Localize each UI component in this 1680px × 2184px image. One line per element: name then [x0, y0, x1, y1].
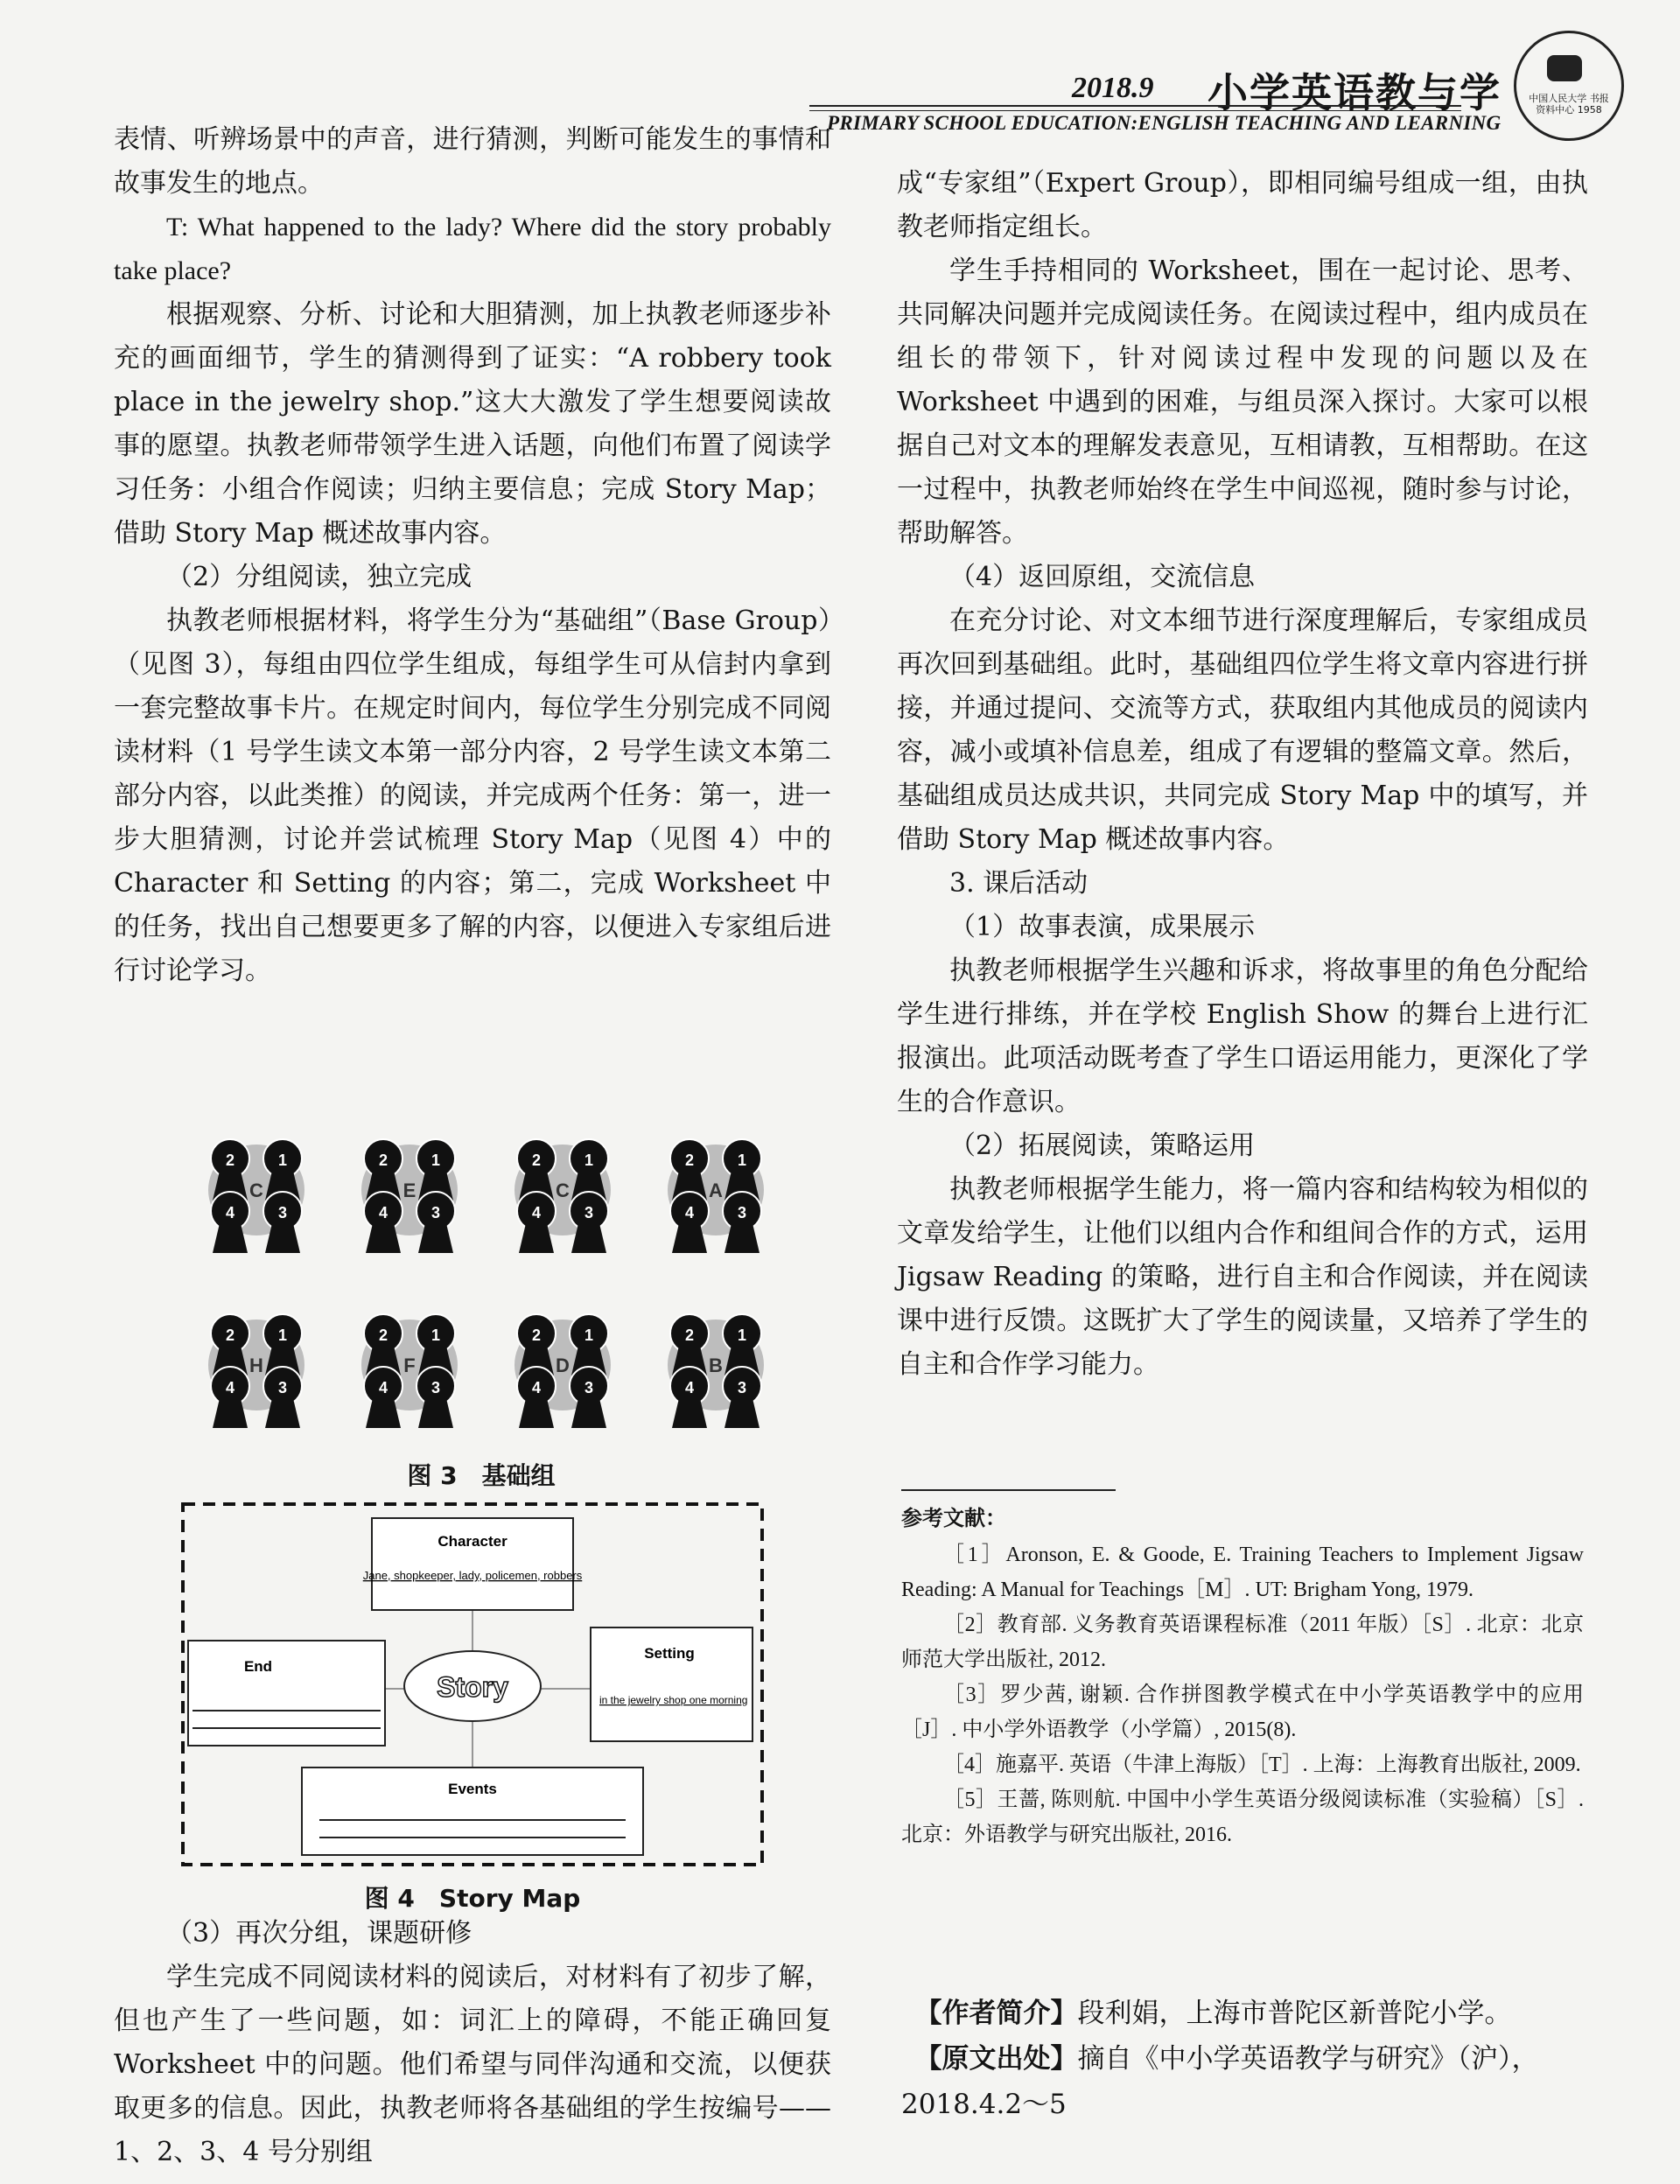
section-heading: （3）再次分组，课题研修 — [166, 1918, 472, 1949]
reference-item: ［3］罗少茜, 谢颖. 合作拼图教学模式在中小学英语教学中的应用［J］. 中小学外语教学（小学篇）, 2015(8). — [901, 1684, 1584, 1741]
section-heading: （2）分组阅读，独立完成 — [166, 562, 472, 592]
student-number: 2 — [378, 1326, 388, 1344]
story-map-figure — [179, 1501, 766, 1868]
group-letter: B — [709, 1354, 723, 1376]
base-group — [514, 1314, 611, 1428]
student-number: 1 — [277, 1152, 288, 1169]
student-number: 3 — [277, 1204, 288, 1222]
header-rule-thin — [809, 110, 1461, 111]
student-number: 2 — [531, 1326, 542, 1344]
group-letter: C — [249, 1180, 263, 1201]
group-letter: H — [249, 1354, 263, 1376]
student-number: 2 — [225, 1152, 235, 1169]
header-rule — [809, 105, 1461, 107]
paragraph: 执教老师根据学生能力，将一篇内容和结构较为相似的文章发给学生，让他们以组内合作和组间合作的方式，运用 Jigsaw Reading 的策略，进行自主和合作阅读，并在阅读课中进行反馈。这既扩大了学生的阅读量，又培养了学生的自主和合作学习能力。 — [897, 1174, 1588, 1380]
student-number: 2 — [378, 1152, 388, 1169]
student-number: 2 — [531, 1152, 542, 1169]
base-group — [208, 1139, 304, 1253]
character-box — [372, 1518, 573, 1610]
student-number: 4 — [225, 1204, 235, 1222]
section-heading: 3. 课后活动 — [949, 868, 1088, 899]
student-number: 3 — [584, 1379, 594, 1396]
paragraph: 学生完成不同阅读材料的阅读后，对材料有了初步了解，但也产生了一些问题，如：词汇上的障碍，不能正确回复 Worksheet 中的问题。他们希望与同伴沟通和交流，以便获取更多的信息。因此，执教老师将各基础组的学生按编号——1、2、3、4 号分别组 — [114, 1962, 831, 2167]
right-column — [897, 162, 1588, 1387]
student-number: 3 — [430, 1379, 441, 1396]
group-letter: F — [403, 1354, 416, 1376]
setting-label: Setting — [644, 1645, 695, 1662]
student-number: 2 — [225, 1326, 235, 1344]
paragraph: 执教老师根据材料，将学生分为“基础组”（Base Group）（见图 3），每组由四位学生组成，每组学生可从信封内拿到一套完整故事卡片。在规定时间内，每位学生分别完成不同阅读材料（1 号学生读文本第一部分内容，2 号学生读文本第二部分内容，以此类推）的阅读，并完成两个任务：第一，进一步大胆猜测，讨论并尝试梳理 Story Map（见图 4）中的 Character 和 Setting 的内容；第二，完成 Worksheet 中的任务，找出自己想要更多了解的内容，以便进入专家组后进行讨论学习。 — [114, 606, 831, 986]
student-number: 4 — [378, 1204, 388, 1222]
student-number: 3 — [737, 1204, 747, 1222]
end-label: End — [243, 1658, 273, 1675]
student-number: 3 — [584, 1204, 594, 1222]
paragraph: 执教老师根据学生兴趣和诉求，将故事里的角色分配给学生进行排练，并在学校 English Show 的舞台上进行汇报演出。此项活动既考查了学生口语运用能力，更深化了学生的合作意识。 — [897, 956, 1588, 1117]
reference-item: ［4］施嘉平. 英语（牛津上海版）［T］. 上海：上海教育出版社, 2009. — [943, 1754, 1581, 1776]
figure-3-caption: 图 3 基础组 — [407, 1461, 556, 1490]
base-group — [668, 1139, 764, 1253]
student-number: 3 — [737, 1379, 747, 1396]
paragraph: 表情、听辨场景中的声音，进行猜测，判断可能发生的事情和故事发生的地点。 — [114, 124, 831, 199]
character-label: Character — [438, 1533, 508, 1550]
reference-item: ［5］王蔷, 陈则航. 中国中小学生英语分级阅读标准（实验稿）［S］. 北京：外语教学与研究出版社, 2016. — [901, 1788, 1584, 1846]
journal-title: 小学英语教与学 — [1208, 69, 1502, 116]
group-letter: C — [556, 1180, 570, 1201]
section-heading: （1）故事表演，成果展示 — [949, 912, 1256, 942]
setting-text: in the jewelry shop one morning — [599, 1694, 748, 1706]
student-number: 1 — [584, 1326, 594, 1344]
author-info — [901, 1991, 1592, 2127]
student-number: 1 — [584, 1152, 594, 1169]
references-rule — [901, 1489, 1116, 1491]
student-number: 1 — [430, 1152, 441, 1169]
seal-logo — [1514, 31, 1624, 141]
student-number: 4 — [684, 1379, 695, 1396]
source-text: 摘自《中小学英语教学与研究》（沪），2018.4.2～5 — [901, 2043, 1539, 2120]
student-number: 1 — [737, 1326, 747, 1344]
figure-4-caption: 图 4 Story Map — [364, 1884, 581, 1913]
paragraph: 成“专家组”（Expert Group），即相同编号组成一组，由执教老师指定组长。 — [897, 168, 1588, 242]
student-number: 4 — [225, 1379, 235, 1396]
student-number: 4 — [531, 1204, 542, 1222]
student-number: 3 — [430, 1204, 441, 1222]
student-number: 4 — [378, 1379, 388, 1396]
paragraph: 在充分讨论、对文本细节进行深度理解后，专家组成员再次回到基础组。此时，基础组四位学生将文章内容进行拼接，并通过提问、交流等方式，获取组内其他成员的阅读内容，减小或填补信息差，组成了有逻辑的整篇文章。然后，基础组成员达成共识，共同完成 Story Map 中的填写，并借助 Story Map 概述故事内容。 — [897, 606, 1588, 855]
references — [901, 1501, 1584, 1852]
section-heading: （4）返回原组，交流信息 — [949, 562, 1256, 592]
student-number: 1 — [277, 1326, 288, 1344]
student-number: 1 — [430, 1326, 441, 1344]
section-heading: （2）拓展阅读，策略运用 — [949, 1130, 1256, 1161]
student-number: 4 — [684, 1204, 695, 1222]
student-number: 2 — [684, 1326, 695, 1344]
student-number: 1 — [737, 1152, 747, 1169]
group-letter: E — [402, 1180, 416, 1201]
author-text: 段利娟，上海市普陀区新普陀小学。 — [1077, 1998, 1512, 2029]
journal-subtitle: PRIMARY SCHOOL EDUCATION:ENGLISH TEACHING AND LEARNING — [827, 112, 1502, 134]
student-number: 4 — [531, 1379, 542, 1396]
character-text: Jane, shopkeeper, lady, policemen, robbers — [362, 1569, 583, 1582]
student-number: 2 — [684, 1152, 695, 1169]
events-label: Events — [448, 1781, 497, 1797]
left-column-bottom — [114, 1912, 831, 2174]
reference-item: ［1］Aronson, E. & Goode, E. Training Teachers to Implement Jigsaw Reading: A Manual for Teachings［M］. UT: Brigham Yong, 1979. — [901, 1544, 1584, 1601]
book-icon — [1547, 55, 1582, 81]
base-group — [208, 1314, 304, 1428]
group-letter: D — [556, 1354, 570, 1376]
student-number: 3 — [277, 1379, 288, 1396]
end-box — [188, 1641, 385, 1746]
issue-date: 2018.9 — [1072, 72, 1154, 104]
reference-item: ［2］教育部. 义务教育英语课程标准（2011 年版）［S］. 北京：北京师范大学出版社, 2012. — [901, 1614, 1584, 1671]
seal-text: 中国人民大学 书报资料中心 1958 — [1529, 93, 1609, 116]
story-label: Story — [437, 1671, 508, 1703]
base-group — [514, 1139, 611, 1253]
base-group — [361, 1314, 458, 1428]
source-label: 【原文出处】 — [914, 2043, 1078, 2075]
base-group — [361, 1139, 458, 1253]
paragraph: T: What happened to the lady? Where did the story probably take place? — [114, 213, 831, 285]
paragraph: 根据观察、分析、讨论和大胆猜测，加上执教老师逐步补充的画面细节，学生的猜测得到了证实：“A robbery took place in the jewelry shop.”这大大激发了学生想要阅读故事的愿望。执教老师带领学生进入话题，向他们布置了阅读学习任务：小组合作阅读；归纳主要信息；完成 Story Map；借助 Story Map 概述故事内容。 — [114, 299, 831, 549]
left-column — [114, 118, 831, 993]
base-group — [668, 1314, 764, 1428]
author-label: 【作者简介】 — [914, 1998, 1078, 2029]
paragraph: 学生手持相同的 Worksheet，围在一起讨论、思考、共同解决问题并完成阅读任务。在阅读过程中，组内成员在组长的带领下，针对阅读过程中发现的问题以及在 Worksheet 中遇到的困难，与组员深入探讨。大家可以根据自己对文本的理解发表意见，互相请教，互相帮助。在这一过程中，执教老师始终在学生中间巡视，随时参与讨论，帮助解答。 — [897, 256, 1588, 549]
references-heading: 参考文献： — [901, 1506, 1006, 1530]
base-group-figure — [179, 1107, 792, 1452]
group-letter: A — [709, 1180, 723, 1201]
